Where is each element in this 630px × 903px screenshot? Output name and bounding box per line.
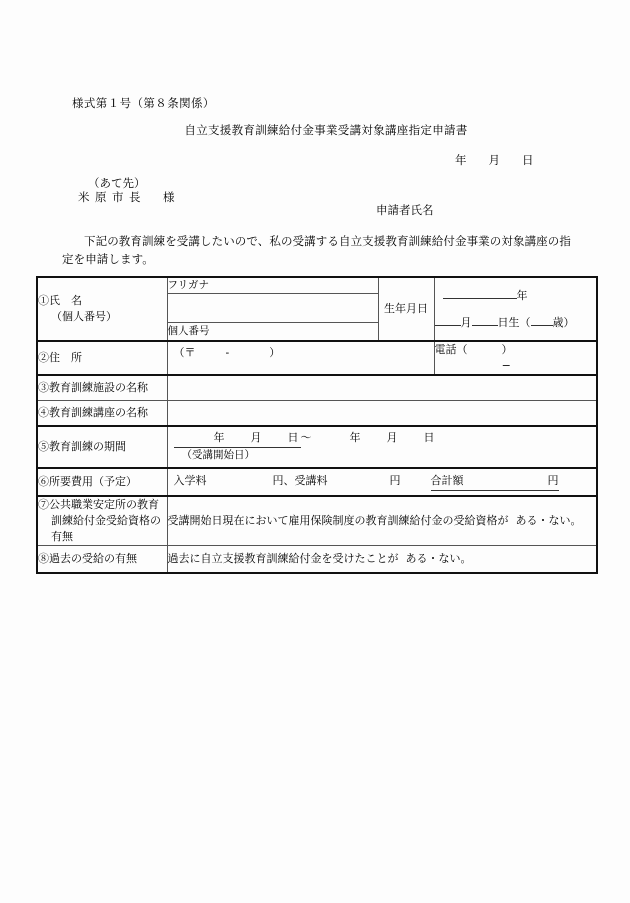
row-label-name-line2: （個人番号）: [51, 310, 117, 324]
table-row-address: [37, 341, 597, 375]
phone-label: 電話（: [434, 343, 468, 357]
table-row-facility: [37, 375, 597, 401]
total-label: 合計額: [430, 474, 464, 488]
mynumber-label-cell: 個人番号: [167, 323, 378, 342]
row-label-period: ⑤教育訓練の期間: [37, 426, 167, 468]
course-fee-unit: 円: [389, 474, 401, 488]
eligibility-statement-cell[interactable]: [167, 496, 597, 545]
past-receipt-statement-cell[interactable]: [167, 545, 597, 573]
period-end-day: 日: [423, 431, 435, 445]
entrance-fee-label: 入学料: [173, 474, 207, 488]
addressee-name: 米原市長 様: [78, 190, 180, 204]
address-input-cell[interactable]: [167, 341, 434, 375]
cost-input-cell[interactable]: [167, 468, 597, 496]
row-label-name: [37, 277, 167, 341]
period-dates-line: [168, 427, 597, 448]
birth-age-unit: 歳）: [552, 315, 575, 329]
addressee-label: （あて先）: [88, 176, 146, 190]
postal-open: （〒: [173, 346, 196, 360]
phone-close: ）: [501, 343, 513, 357]
furigana-label-cell: フリガナ: [167, 277, 378, 294]
cost-line: [168, 469, 597, 495]
birth-age-blank[interactable]: [531, 325, 553, 326]
phone-label-line: [435, 342, 597, 358]
entrance-fee-unit: 円、受講料: [272, 474, 328, 488]
intro-paragraph: 下記の教育訓練を受講したいので、私の受講する自立支援教育訓練給付金事業の対象講座の指定を申請します。: [62, 234, 571, 266]
eligibility-choice[interactable]: ある・ない。: [515, 513, 582, 527]
past-receipt-statement-text: 過去に自立支援教育訓練給付金を受けたことが: [167, 551, 399, 565]
applicant-name-label: 申請者氏名: [376, 203, 434, 217]
postal-close: ）: [269, 346, 281, 360]
birthdate-value-cell: [434, 277, 597, 341]
application-table: [36, 276, 598, 574]
row-label-eligibility-line2: 訓練給付金受給資格の: [51, 513, 161, 527]
row-label-facility: ③教育訓練施設の名称: [37, 375, 167, 401]
row-label-eligibility-line3: 有無: [51, 529, 73, 543]
row-label-cost: ⑥所要費用（予定）: [37, 468, 167, 496]
name-input-cell[interactable]: [167, 294, 378, 323]
period-end-month: 月: [386, 431, 398, 445]
row-label-eligibility-line1: ⑦公共職業安定所の教育: [38, 498, 159, 512]
table-row-name: [37, 277, 597, 294]
birthdate-monthday-line: [435, 315, 597, 331]
postal-dash: -: [225, 346, 230, 360]
date-month-label: 月: [488, 153, 500, 167]
period-start-note: （受講開始日）: [181, 449, 255, 462]
row-label-eligibility: [37, 496, 167, 545]
form-code: 様式第１号（第８条関係）: [72, 96, 215, 110]
row-label-name-line1: ①氏 名: [38, 294, 82, 308]
table-row-period: [37, 426, 597, 468]
period-end-year: 年: [349, 431, 361, 445]
period-start-day: 日: [287, 431, 299, 445]
row-label-course: ④教育訓練講座の名称: [37, 401, 167, 427]
period-start-underline[interactable]: [174, 430, 301, 448]
course-input-cell[interactable]: [167, 401, 597, 427]
past-receipt-choice[interactable]: ある・ない。: [405, 551, 472, 565]
eligibility-statement-text: 受講開始日現在において雇用保険制度の教育訓練給付金の受給資格が: [167, 513, 509, 527]
birth-age-open: （: [519, 315, 531, 329]
table-row-eligibility: [37, 496, 597, 545]
facility-input-cell[interactable]: [167, 375, 597, 401]
postal-code-line: [168, 342, 434, 361]
table-row-past-receipt: [37, 545, 597, 573]
birth-year-unit: 年: [516, 288, 528, 302]
phone-dash-line: −: [501, 359, 511, 373]
table-row-course: [37, 401, 597, 427]
period-tilde: 〜: [300, 431, 312, 445]
page-title: 自立支援教育訓練給付金事業受講対象講座指定申請書: [184, 123, 468, 137]
row-label-past-receipt: ⑧過去の受給の有無: [37, 545, 167, 573]
period-start-month: 月: [250, 431, 262, 445]
date-day-label: 日: [522, 153, 534, 167]
date-line: [455, 152, 534, 168]
birthdate-year-line: [435, 288, 597, 304]
birth-month-blank[interactable]: [435, 325, 461, 326]
phone-cell[interactable]: [434, 341, 597, 375]
period-input-cell[interactable]: [167, 426, 597, 468]
total-unit: 円: [547, 474, 559, 488]
birthdate-label-cell: 生年月日: [378, 277, 434, 341]
period-start-year: 年: [213, 431, 225, 445]
row-label-address: ②住 所: [37, 341, 167, 375]
birth-day-blank[interactable]: [472, 325, 498, 326]
birth-year-blank[interactable]: [443, 298, 517, 299]
total-amount-underline[interactable]: [431, 473, 559, 491]
date-year-label: 年: [455, 153, 467, 167]
table-row-cost: [37, 468, 597, 496]
birth-day-unit: 日生: [497, 315, 520, 329]
birth-month-unit: 月: [460, 315, 472, 329]
